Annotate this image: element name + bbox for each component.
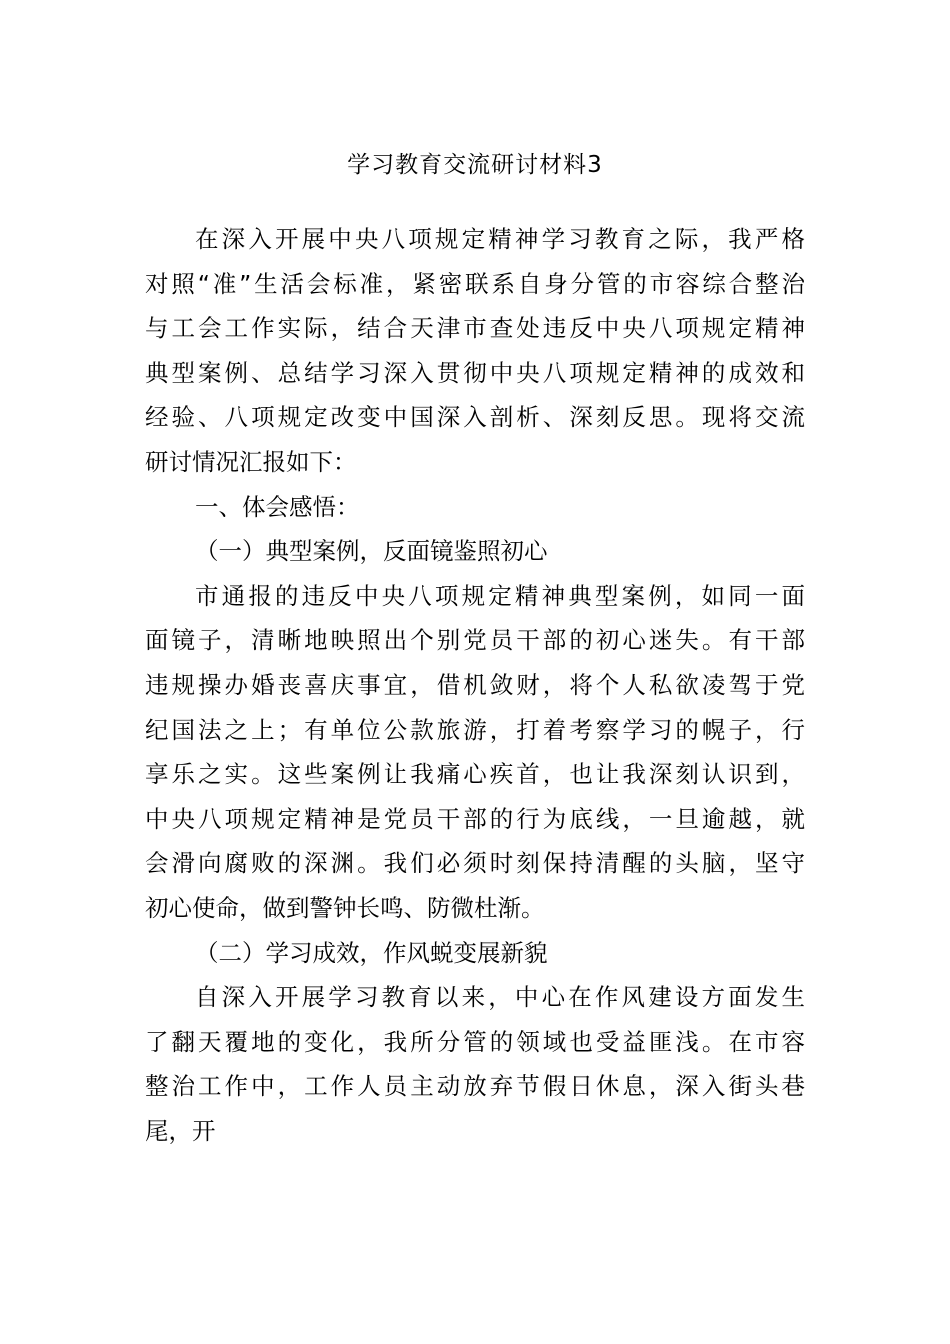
- document-body: [145, 217, 805, 1153]
- paragraph-line: 典型案例、总结学习深入贯彻中央八项规定精神的成效和: [145, 358, 805, 387]
- document-title: 学习教育交流研讨材料3: [347, 152, 603, 178]
- paragraph-line: 自深入开展学习教育以来，中心在作风建设方面发生: [195, 983, 805, 1012]
- paragraph-line: 了翻天覆地的变化，我所分管的领域也受益匪浅。在市容: [145, 1027, 805, 1056]
- paragraph-line: 尾，开: [145, 1116, 216, 1145]
- paragraph-line: 中央八项规定精神是党员干部的行为底线，一旦逾越，就: [145, 804, 805, 833]
- paragraph-line: 市通报的违反中央八项规定精神典型案例，如同一面: [195, 581, 805, 610]
- paragraph-line: 初心使命，做到警钟长鸣、防微杜渐。: [145, 893, 545, 922]
- paragraph-line: 整治工作中，工作人员主动放弃节假日休息，深入街头巷: [145, 1072, 805, 1101]
- paragraph-line: 享乐之实。这些案例让我痛心疾首，也让我深刻认识到，: [145, 760, 805, 789]
- paragraph-line: 对照“准”生活会标准，紧密联系自身分管的市容综合整治: [145, 269, 805, 298]
- paragraph-line: 面镜子，清晰地映照出个别党员干部的初心迷失。有干部: [145, 626, 805, 655]
- paragraph-line: 纪国法之上；有单位公款旅游，打着考察学习的幌子，行: [145, 715, 805, 744]
- paragraph-line: 违规操办婚丧喜庆事宜，借机敛财，将个人私欲凌驾于党: [145, 670, 805, 699]
- subsection-heading: （二）学习成效，作风蜕变展新貌: [195, 938, 548, 967]
- paragraph-line: 研讨情况汇报如下：: [145, 447, 357, 476]
- paragraph-line: 经验、八项规定改变中国深入剖析、深刻反思。现将交流: [145, 403, 805, 432]
- paragraph-line: 与工会工作实际，结合天津市查处违反中央八项规定精神: [145, 314, 805, 343]
- section-heading: 一、体会感悟：: [195, 492, 360, 521]
- paragraph-line: 会滑向腐败的深渊。我们必须时刻保持清醒的头脑，坚守: [145, 849, 805, 878]
- subsection-heading: （一）典型案例，反面镜鉴照初心: [195, 537, 548, 566]
- paragraph-line: 在深入开展中央八项规定精神学习教育之际，我严格: [195, 225, 805, 253]
